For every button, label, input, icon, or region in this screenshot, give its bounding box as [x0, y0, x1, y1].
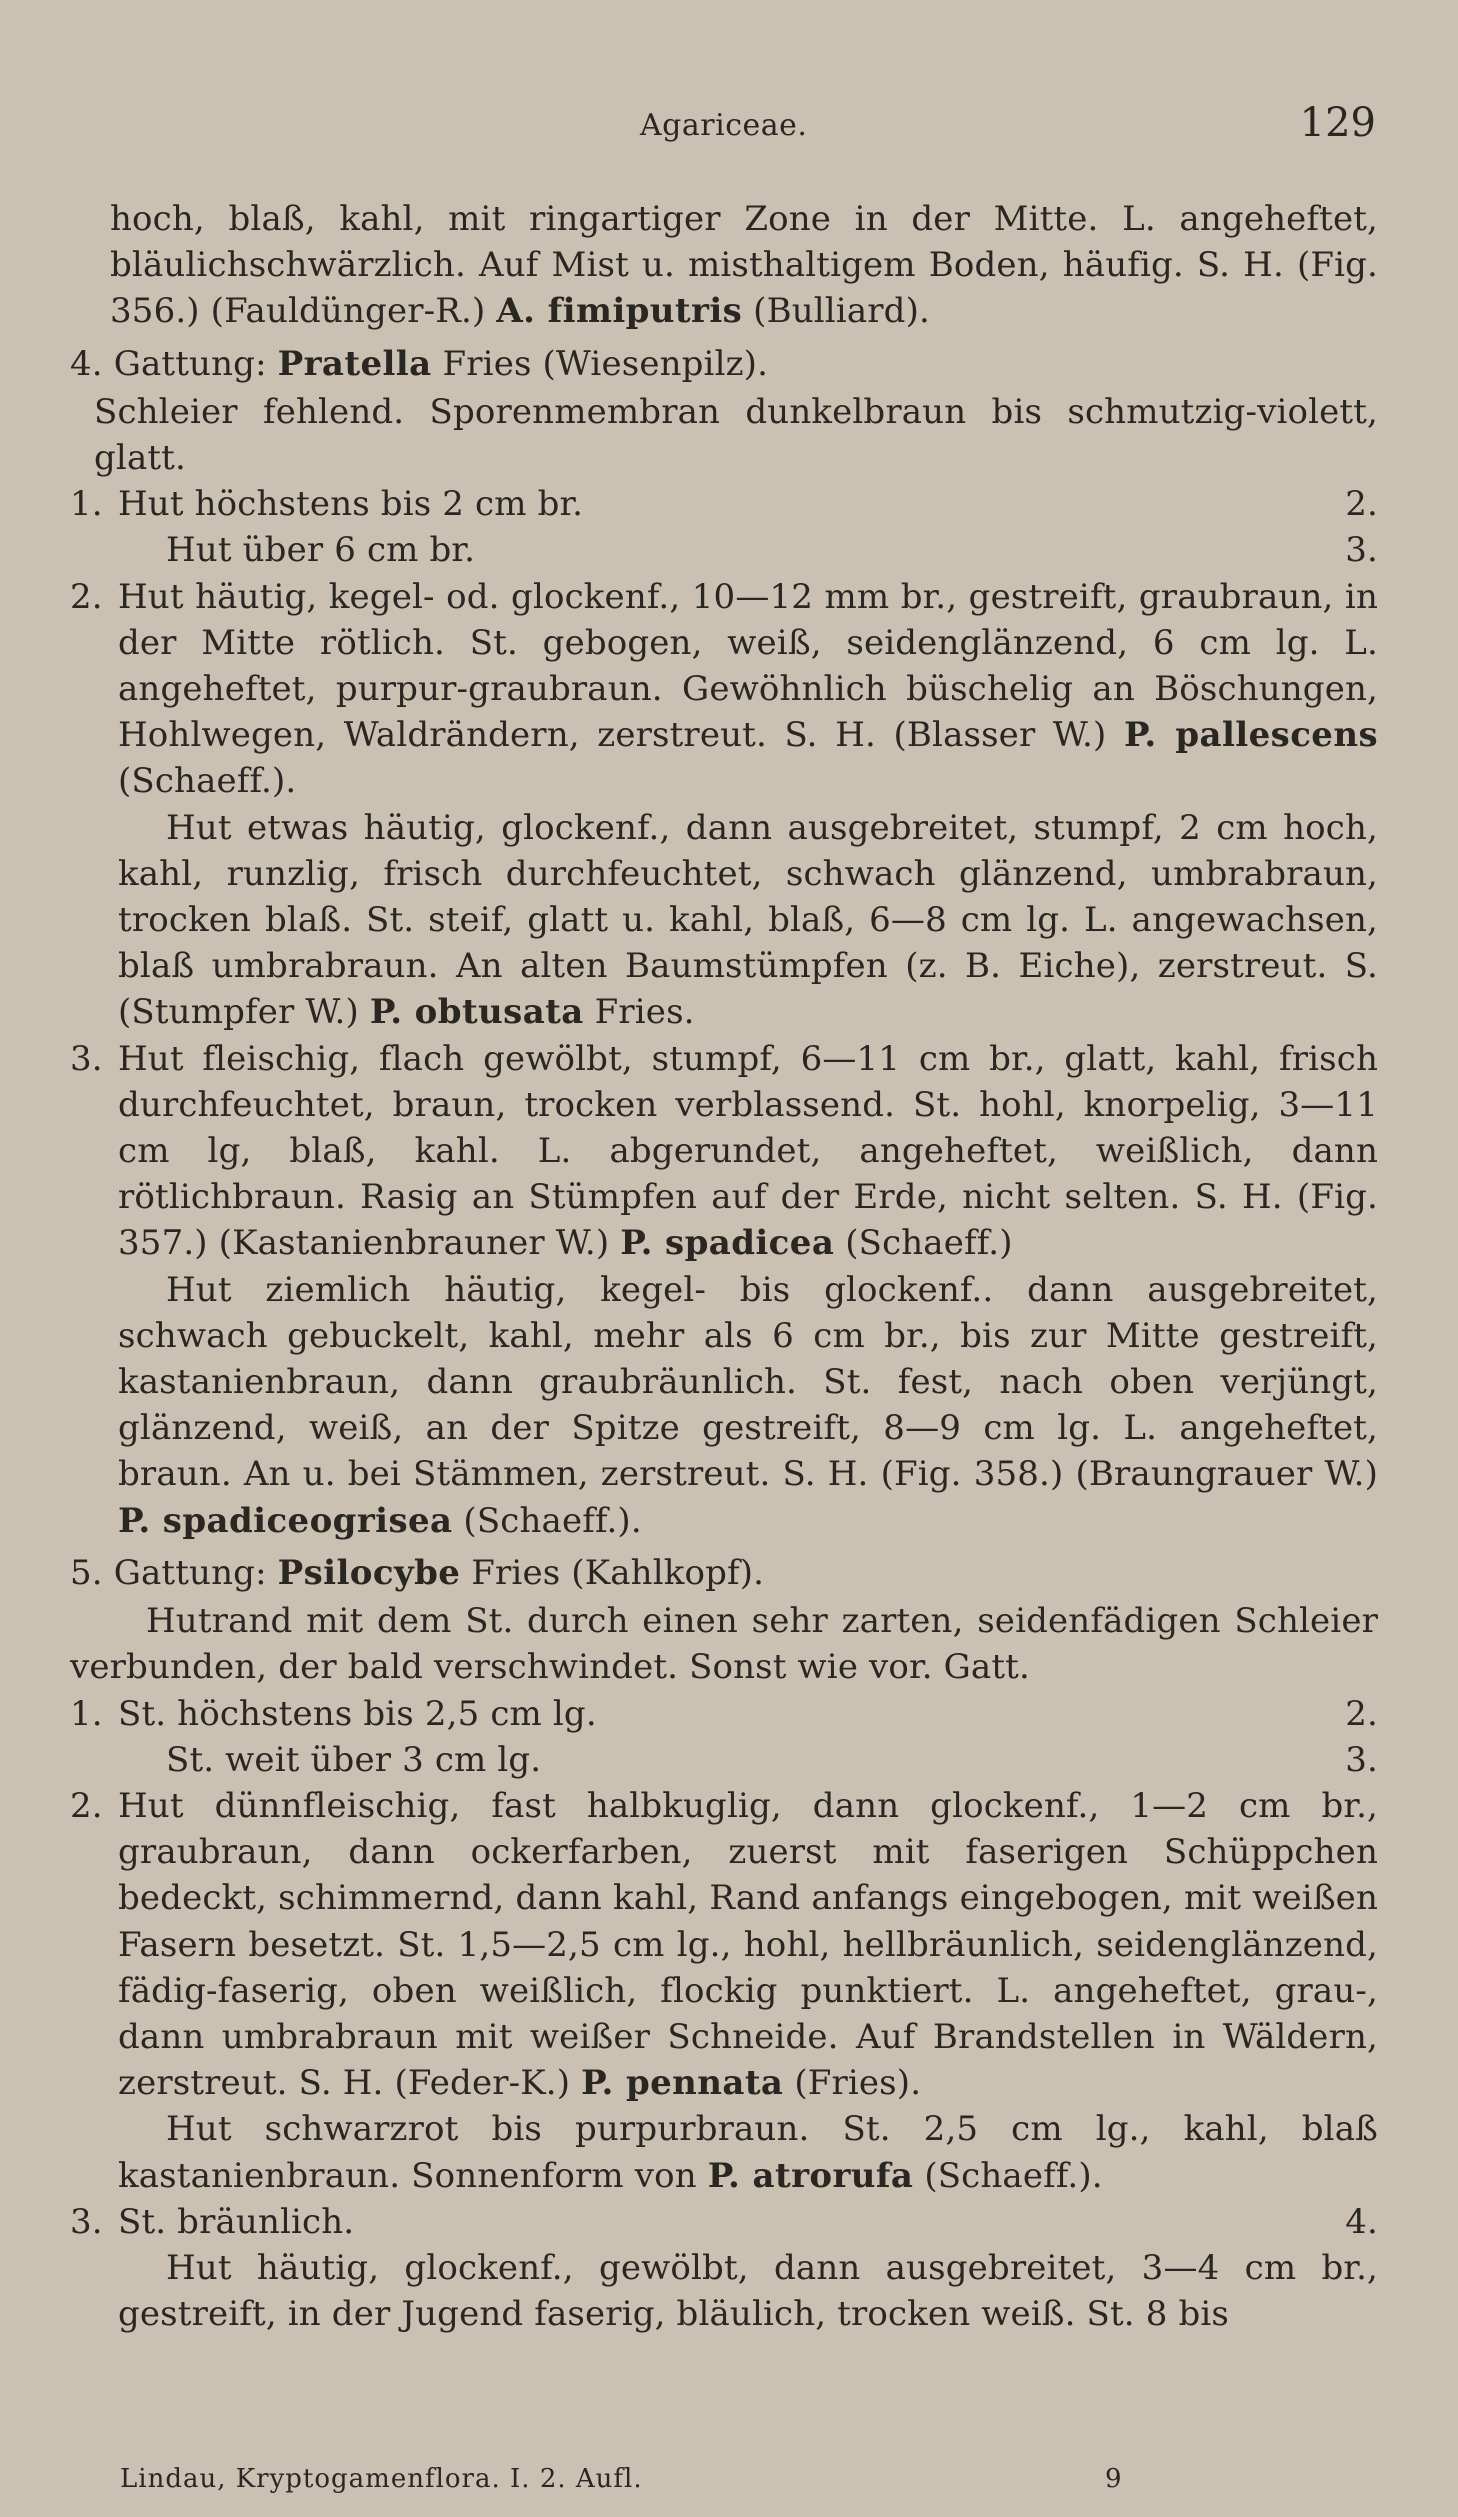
taxon-name: P. pennata	[581, 2063, 784, 2104]
running-head: Agariceae.	[640, 108, 808, 143]
key-couplet-1a: 1. Hut höchstens bis 2 cm br. 2.	[70, 484, 1378, 525]
key-couplet-1b: Hut über 6 cm br. 3.	[166, 530, 1378, 571]
taxon-name: P. atrorufa	[707, 2155, 914, 2196]
genus-name: Psilocybe	[277, 1552, 461, 1593]
key-couplet-2b: Hut etwas häutig, glockenf., dann ausgebreitet, stumpf, 2 cm hoch, kahl, runzlig, frisch durchfeuchtet, schwach glänzend, umbrabraun, trocken blaß. St. steif, glatt u. kahl, blaß, 6—8 cm lg. L. angewachsen, blaß umbrabraun. An alten Baumstümpfen (z. B. Eiche), zerstreut. S. (Stumpfer W.) P. obtusata Fries.	[118, 807, 1378, 1033]
page-header	[0, 100, 1458, 160]
sheet-number: 9	[1105, 2464, 1122, 2494]
signature-line: Lindau, Kryptogamenflora. I. 2. Aufl.	[120, 2464, 643, 2494]
page-number: 129	[1299, 100, 1376, 146]
page-body	[70, 196, 1378, 2337]
genus-heading-psilocybe: 5. Gattung: Psilocybe Fries (Kahlkopf).	[70, 1552, 765, 1593]
taxon-name: P. spadiceogrisea	[118, 1500, 453, 1541]
key-couplet-m3a: 3. St. bräunlich. 4.	[70, 2201, 1378, 2242]
key-couplet-m2b: Hut schwarzrot bis purpurbraun. St. 2,5 cm lg., kahl, blaß kastanienbraun. Sonnenform von P. atrorufa (Schaeff.).	[118, 2109, 1378, 2196]
key-couplet-m1a: 1. St. höchstens bis 2,5 cm lg. 2.	[70, 1693, 1378, 1734]
taxon-name: P. obtusata	[369, 992, 584, 1033]
key-couplet-m2a: 2. Hut dünnfleischig, fast halbkuglig, dann glockenf., 1—2 cm br., graubraun, dann ockerfarben, zuerst mit faserigen Schüppchen bedeckt, schimmernd, dann kahl, Rand anfangs eingebogen, mit weißen Fasern besetzt. St. 1,5—2,5 cm lg., hohl, hellbräunlich, seidenglänzend, fädig-faserig, oben weißlich, flockig punktiert. L. angeheftet, grau-, dann umbrabraun mit weißer Schneide. Auf Brandstellen in Wäldern, zerstreut. S. H. (Feder-K.) P. pennata (Fries).	[70, 1785, 1378, 2104]
key-couplet-3b: Hut ziemlich häutig, kegel- bis glockenf.. dann ausgebreitet, schwach gebuckelt, kahl, mehr als 6 cm br., bis zur Mitte gestreift, kastanienbraun, dann graubräunlich. St. fest, nach oben verjüngt, glänzend, weiß, an der Spitze gestreift, 8—9 cm lg. L. angeheftet, braun. An u. bei Stämmen, zerstreut. S. H. (Fig. 358.) (Braungrauer W.) P. spadiceogrisea (Schaeff.).	[118, 1269, 1378, 1541]
genus-heading-pratella: 4. Gattung: Pratella Fries (Wiesenpilz).	[70, 343, 769, 384]
key-couplet-2a: 2. Hut häutig, kegel- od. glockenf., 10—12 mm br., gestreift, graubraun, in der Mitte rötlich. St. gebogen, weiß, seidenglänzend, 6 cm lg. L. angeheftet, purpur-graubraun. Gewöhnlich büschelig an Böschungen, Hohlwegen, Waldrändern, zerstreut. S. H. (Blasser W.) P. pallescens (Schaeff.).	[70, 576, 1378, 802]
key-couplet-3a: 3. Hut fleischig, flach gewölbt, stumpf, 6—11 cm br., glatt, kahl, frisch durchfeuchtet, braun, trocken verblassend. St. hohl, knorpelig, 3—11 cm lg, blaß, kahl. L. abgerundet, angeheftet, weißlich, dann rötlichbraun. Rasig an Stümpfen auf der Erde, nicht selten. S. H. (Fig. 357.) (Kastanienbrauner W.) P. spadicea (Schaeff.)	[70, 1038, 1378, 1264]
taxon-name: P. pallescens	[1123, 715, 1378, 756]
key-couplet-m3b: Hut häutig, glockenf., gewölbt, dann ausgebreitet, 3—4 cm br., gestreift, in der Jugend faserig, bläulich, trocken weiß. St. 8 bis	[118, 2247, 1378, 2335]
page-footer	[120, 2464, 1220, 2494]
taxon-name: P. spadicea	[620, 1223, 835, 1264]
taxon-name: A. fimiputris	[496, 291, 743, 332]
genus-name: Pratella	[277, 343, 432, 384]
paragraph-fimiputris: hoch, blaß, kahl, mit ringartiger Zone in der Mitte. L. angeheftet, bläulichschwärzlich. Auf Mist u. misthaltigem Boden, häufig. S. H. (Fig. 356.) (Fauldünger-R.) A. fimiputris (Bulliard).	[110, 199, 1378, 332]
genus-description-pratella: Schleier fehlend. Sporenmembran dunkelbraun bis schmutzig-violett, glatt.	[94, 391, 1378, 479]
genus-description-psilocybe: Hutrand mit dem St. durch einen sehr zarten, seidenfädigen Schleier verbunden, der bald verschwindet. Sonst wie vor. Gatt.	[70, 1601, 1378, 1688]
key-couplet-m1b: St. weit über 3 cm lg. 3.	[166, 1739, 1378, 1780]
